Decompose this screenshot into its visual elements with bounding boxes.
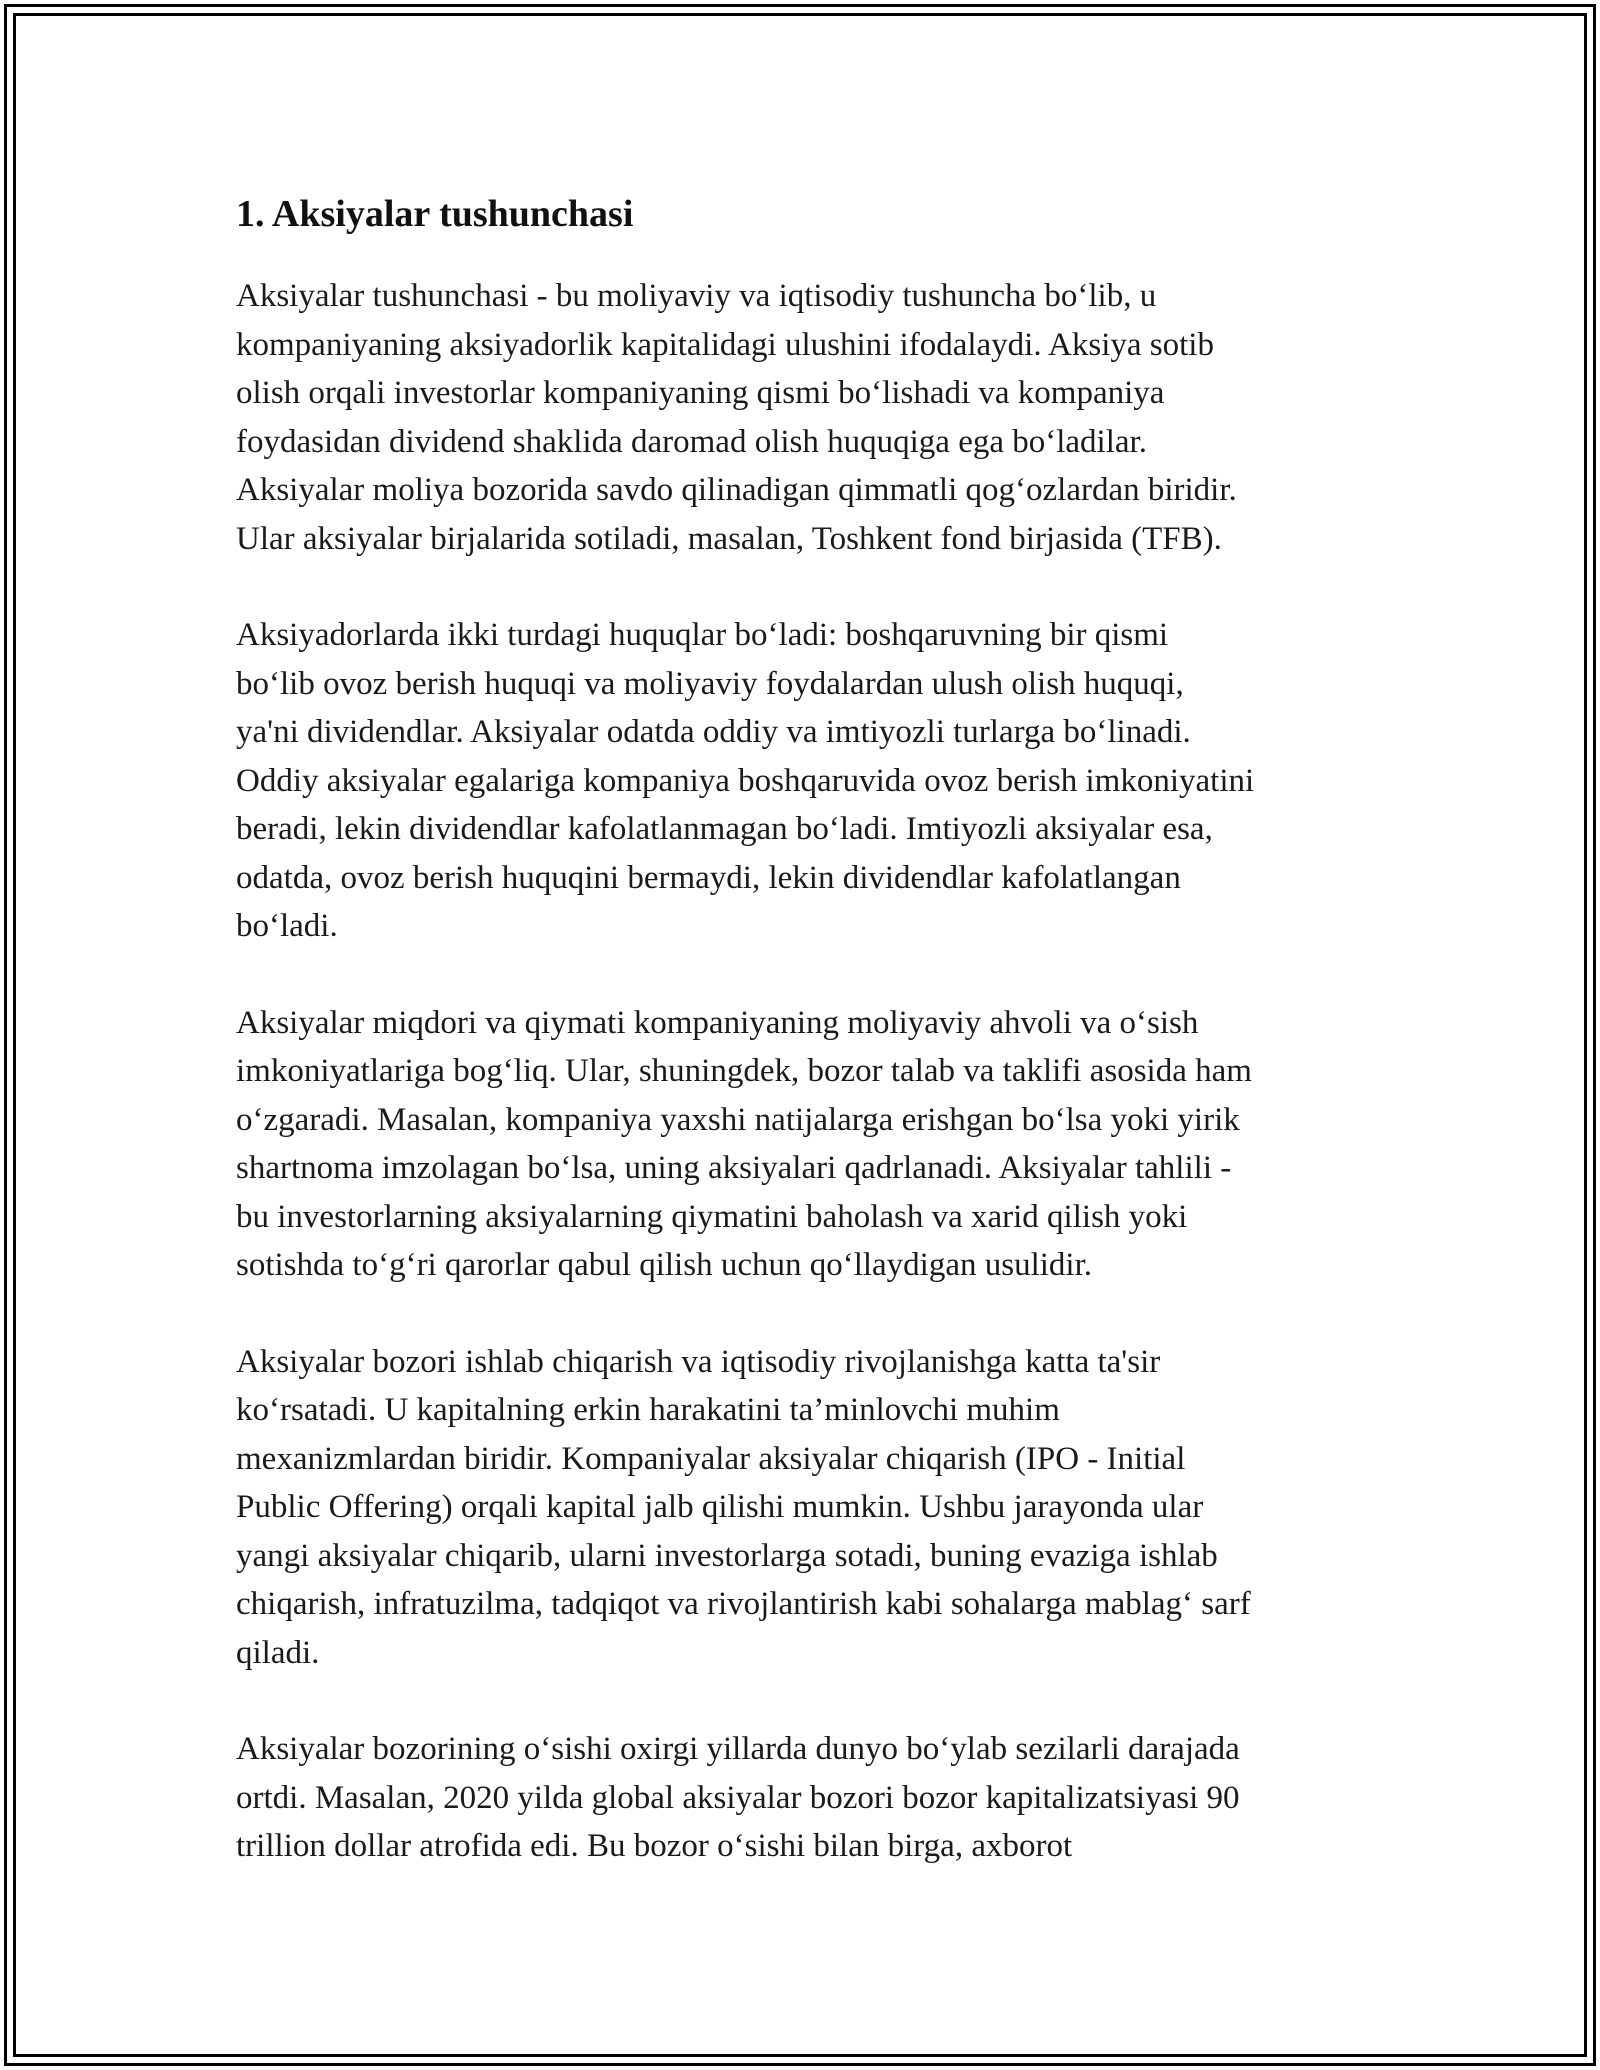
- text-line: bo‘lib ovoz berish huquqi va moliyaviy foydalardan ulush olish huquqi,: [236, 665, 1184, 702]
- paragraph-2: [236, 611, 1396, 951]
- text-line: Ular aksiyalar birjalarida sotiladi, masalan, Toshkent fond birjasida (TFB).: [236, 520, 1222, 557]
- text-line: imkoniyatlariga bog‘liq. Ular, shuningdek, bozor talab va taklifi asosida ham: [236, 1053, 1252, 1089]
- document-body: [236, 184, 1396, 1919]
- text-line: ko‘rsatadi. U kapitalning erkin harakatini ta’minlovchi muhim: [236, 1392, 1060, 1428]
- text-line: Aksiyalar bozori ishlab chiqarish va iqtisodiy rivojlanishga katta ta'sir: [236, 1343, 1161, 1380]
- text-line: chiqarish, infratuzilma, tadqiqot va rivojlantirish kabi sohalarga mablag‘ sarf: [236, 1586, 1251, 1622]
- paragraph-1: [236, 272, 1396, 563]
- paragraph-4: [236, 1338, 1396, 1678]
- paragraph-3: [236, 999, 1396, 1290]
- text-line: o‘zgaradi. Masalan, kompaniya yaxshi natijalarga erishgan bo‘lsa yoki yirik: [236, 1101, 1240, 1138]
- text-line: yangi aksiyalar chiqarib, ularni investorlarga sotadi, buning evaziga ishlab: [236, 1537, 1218, 1574]
- text-line: Aksiyalar moliya bozorida savdo qilinadigan qimmatli qog‘ozlardan biridir.: [236, 472, 1237, 508]
- text-line: Aksiyadorlarda ikki turdagi huquqlar bo‘ladi: boshqaruvning bir qismi: [236, 617, 1169, 653]
- text-line: ortdi. Masalan, 2020 yilda global aksiyalar bozori bozor kapitalizatsiyasi 90: [236, 1779, 1240, 1816]
- text-line: Aksiyalar tushunchasi - bu moliyaviy va iqtisodiy tushuncha bo‘lib, u: [236, 278, 1157, 314]
- text-line: ya'ni dividendlar. Aksiyalar odatda oddiy va imtiyozli turlarga bo‘linadi.: [236, 714, 1191, 750]
- text-line: olish orqali investorlar kompaniyaning qismi bo‘lishadi va kompaniya: [236, 375, 1165, 411]
- text-line: trillion dollar atrofida edi. Bu bozor o‘sishi bilan birga, axborot: [236, 1828, 1073, 1864]
- section-heading: 1. Aksiyalar tushunchasi: [236, 193, 634, 235]
- text-line: Public Offering) orqali kapital jalb qilishi mumkin. Ushbu jarayonda ular: [236, 1489, 1204, 1525]
- text-line: odatda, ovoz berish huquqini bermaydi, lekin dividendlar kafolatlangan: [236, 859, 1181, 896]
- text-line: qiladi.: [236, 1634, 320, 1671]
- text-line: Oddiy aksiyalar egalariga kompaniya boshqaruvida ovoz berish imkoniyatini: [236, 762, 1255, 799]
- paragraph-5: [236, 1725, 1396, 1871]
- text-line: Aksiyalar miqdori va qiymati kompaniyaning moliyaviy ahvoli va o‘sish: [236, 1004, 1199, 1041]
- text-line: Aksiyalar bozorining o‘sishi oxirgi yillarda dunyo bo‘ylab sezilarli darajada: [236, 1731, 1240, 1767]
- text-line: sotishda to‘g‘ri qarorlar qabul qilish uchun qo‘llaydigan usulidir.: [236, 1247, 1093, 1283]
- text-line: kompaniyaning aksiyadorlik kapitalidagi ulushini ifodalaydi. Aksiya sotib: [236, 326, 1214, 363]
- text-line: mexanizmlardan biridir. Kompaniyalar aksiyalar chiqarish (IPO - Initial: [236, 1440, 1186, 1477]
- text-line: foydasidan dividend shaklida daromad olish huquqiga ega bo‘ladilar.: [236, 423, 1147, 460]
- text-line: bu investorlarning aksiyalarning qiymatini baholash va xarid qilish yoki: [236, 1198, 1188, 1235]
- text-line: beradi, lekin dividendlar kafolatlanmagan bo‘ladi. Imtiyozli aksiyalar esa,: [236, 811, 1213, 847]
- text-line: shartnoma imzolagan bo‘lsa, uning aksiyalari qadrlanadi. Aksiyalar tahlili -: [236, 1150, 1232, 1186]
- text-line: bo‘ladi.: [236, 908, 338, 944]
